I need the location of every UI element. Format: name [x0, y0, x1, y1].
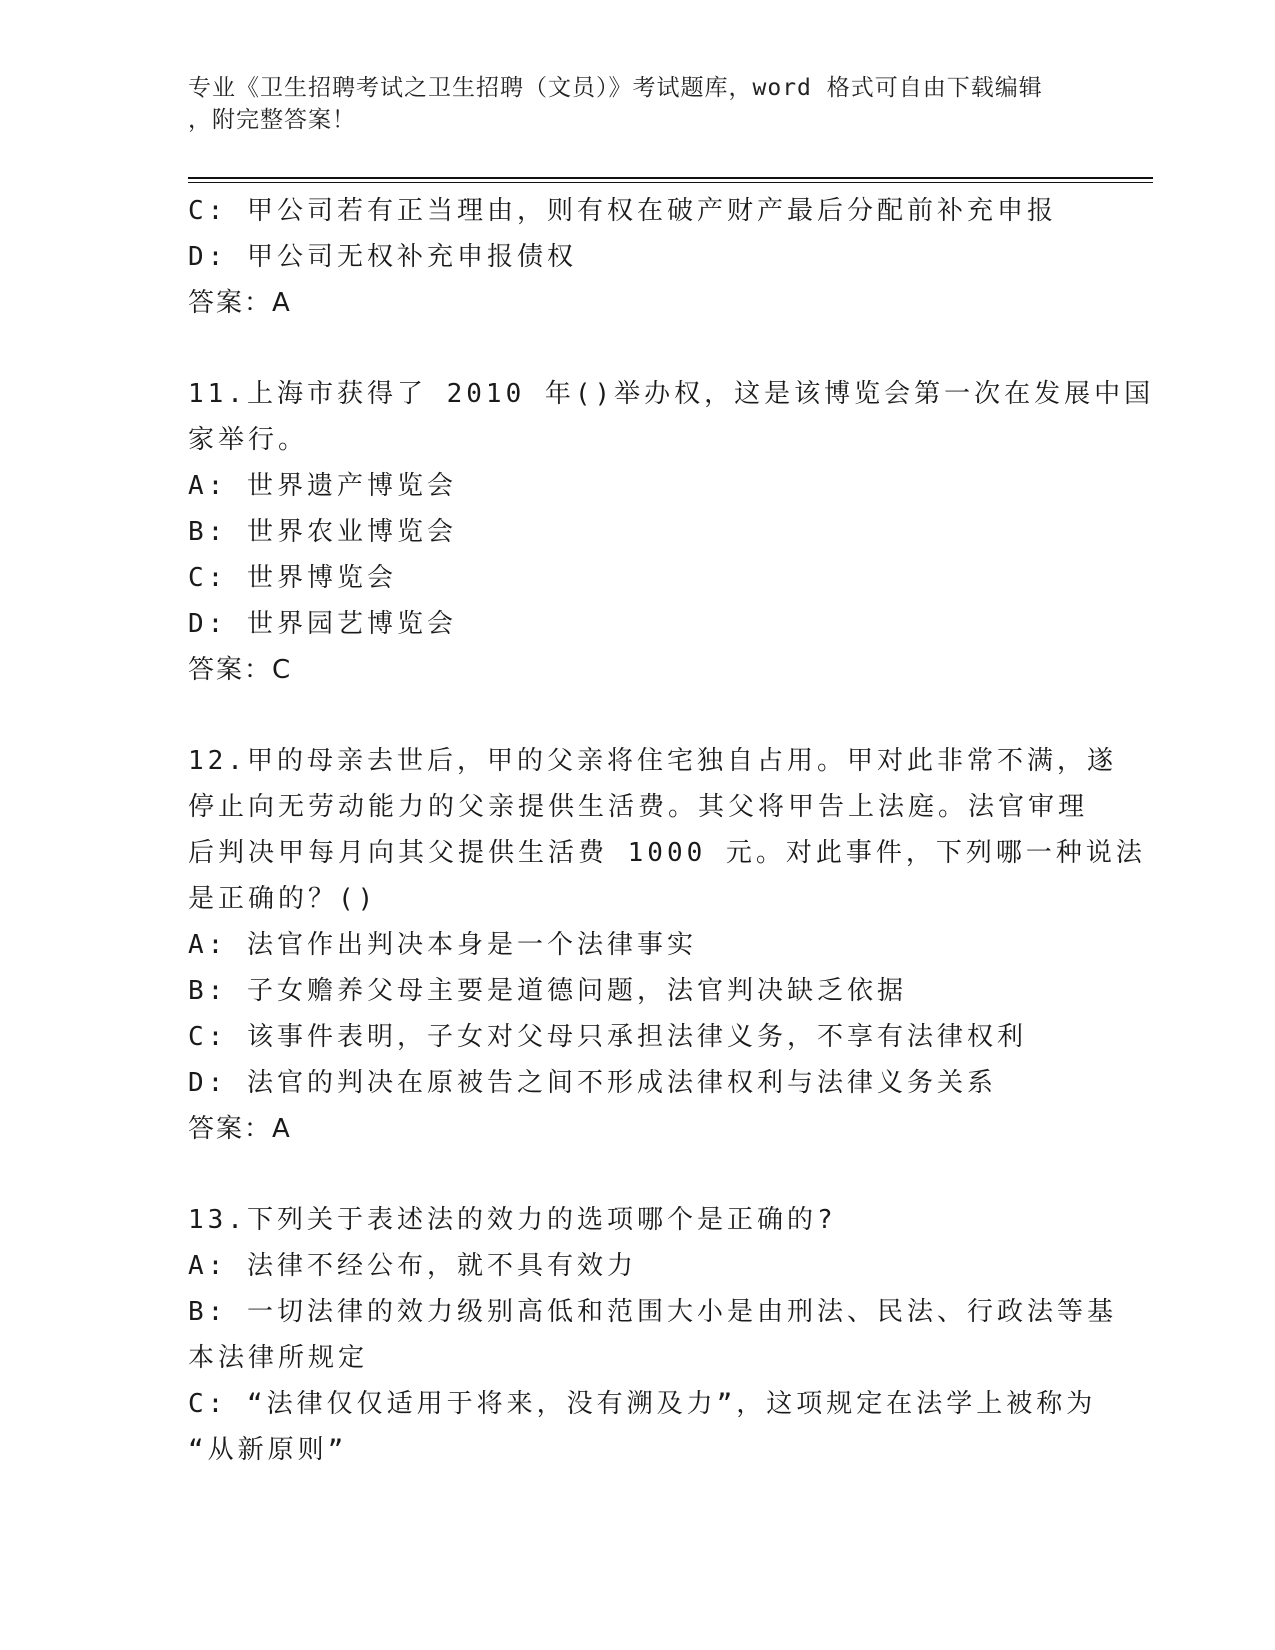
question-stem-cont: 后判决甲每月向其父提供生活费 1000 元。对此事件，下列哪一种说法	[188, 838, 1146, 868]
question-stem-cont: 是正确的？()	[188, 884, 378, 914]
option-d: D: 法官的判决在原被告之间不形成法律权利与法律义务关系	[188, 1068, 997, 1098]
option-a: A: 法官作出判决本身是一个法律事实	[188, 930, 697, 960]
option-b: B: 世界农业博览会	[188, 517, 457, 547]
answer: 答案：A	[188, 288, 292, 318]
document-header	[188, 72, 1088, 136]
answer: 答案：A	[188, 1114, 292, 1144]
option-a: A: 世界遗产博览会	[188, 471, 457, 501]
option-b: B: 一切法律的效力级别高低和范围大小是由刑法、民法、行政法等基	[188, 1297, 1117, 1327]
option-d: D: 世界园艺博览会	[188, 609, 457, 639]
option-c-cont: “从新原则”	[188, 1435, 348, 1465]
header-line-1: 专业《卫生招聘考试之卫生招聘（文员）》考试题库，word 格式可自由下载编辑	[188, 75, 1043, 101]
option-c: C: 该事件表明，子女对父母只承担法律义务，不享有法律权利	[188, 1022, 1027, 1052]
header-divider	[188, 177, 1153, 179]
question-13	[188, 1197, 1117, 1473]
question-stem-cont: 停止向无劳动能力的父亲提供生活费。其父将甲告上法庭。法官审理	[188, 792, 1089, 822]
question-10-tail	[188, 188, 1088, 326]
question-12	[188, 738, 1146, 1152]
option-a: A: 法律不经公布，就不具有效力	[188, 1251, 637, 1281]
option-b-cont: 本法律所规定	[188, 1343, 369, 1373]
option-c: C: 世界博览会	[188, 563, 397, 593]
question-stem-cont: 家举行。	[188, 425, 309, 455]
header-divider-thin	[188, 182, 1153, 183]
option-c: C: 甲公司若有正当理由，则有权在破产财产最后分配前补充申报	[188, 196, 1057, 226]
option-b: B: 子女赡养父母主要是道德问题，法官判决缺乏依据	[188, 976, 907, 1006]
question-list	[188, 188, 1155, 1473]
question-stem: 11.上海市获得了 2010 年()举办权，这是该博览会第一次在发展中国	[188, 379, 1155, 409]
option-d: D: 甲公司无权补充申报债权	[188, 242, 577, 272]
question-stem: 12.甲的母亲去世后，甲的父亲将住宅独自占用。甲对此非常不满，遂	[188, 746, 1117, 776]
question-stem: 13.下列关于表述法的效力的选项哪个是正确的?	[188, 1205, 837, 1235]
answer: 答案：C	[188, 655, 293, 685]
question-11	[188, 371, 1155, 693]
header-line-2: ，附完整答案！	[188, 107, 356, 133]
option-c: C: “法律仅仅适用于将来，没有溯及力”，这项规定在法学上被称为	[188, 1389, 1097, 1419]
